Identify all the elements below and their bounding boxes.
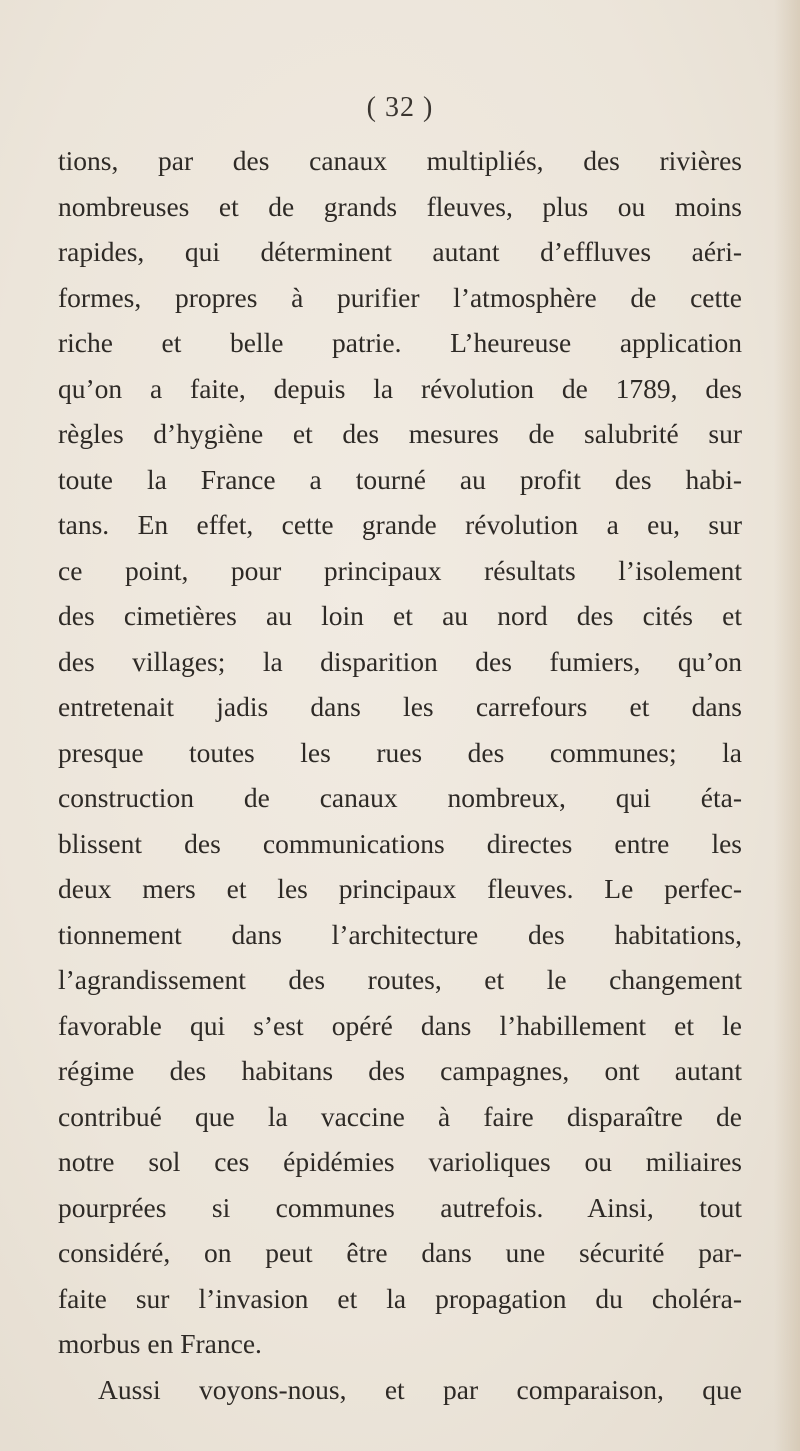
text-line: pourprées si communes autrefois. Ainsi, tout (58, 1191, 742, 1223)
text-line: ce point, pour principaux résultats l’isolement (58, 554, 742, 586)
text-line: morbus en France. (58, 1328, 262, 1359)
text-line: des villages; la disparition des fumiers, qu’on (58, 645, 742, 677)
text-line: favorable qui s’est opéré dans l’habillement et le (58, 1009, 742, 1041)
text-line: formes, propres à purifier l’atmosphère de cette (58, 281, 742, 313)
text-line: construction de canaux nombreux, qui éta- (58, 782, 742, 813)
text-line: tionnement dans l’architecture des habitations, (58, 918, 742, 950)
text-line: blissent des communications directes entre les (58, 827, 742, 859)
page-number: ( 32 ) (366, 92, 434, 123)
text-line: riche et belle patrie. L’heureuse application (58, 327, 742, 358)
page-edge-stain (774, 0, 800, 1451)
text-line: règles d’hygiène et des mesures de salubrité sur (58, 418, 742, 449)
text-line: Aussi voyons-nous, et par comparaison, que (98, 1373, 742, 1405)
text-line: faite sur l’invasion et la propagation du choléra- (58, 1282, 742, 1314)
text-line: qu’on a faite, depuis la révolution de 1789, des (58, 372, 742, 404)
text-line: nombreuses et de grands fleuves, plus ou moins (58, 190, 742, 222)
text-line: deux mers et les principaux fleuves. Le perfec- (58, 873, 742, 904)
text-line: considéré, on peut être dans une sécurité par- (58, 1237, 742, 1268)
text-line: régime des habitans des campagnes, ont autant (58, 1055, 742, 1086)
text-line: entretenait jadis dans les carrefours et dans (58, 691, 742, 722)
text-line: contribué que la vaccine à faire disparaître de (58, 1100, 742, 1132)
text-line: rapides, qui déterminent autant d’effluves aéri- (58, 236, 742, 267)
text-line: l’agrandissement des routes, et le changement (58, 964, 742, 995)
text-line: toute la France a tourné au profit des habi- (58, 463, 742, 495)
text-line: tans. En effet, cette grande révolution a eu, sur (58, 509, 742, 540)
text-line: notre sol ces épidémies varioliques ou miliaires (58, 1146, 742, 1177)
text-line: presque toutes les rues des communes; la (58, 736, 742, 768)
text-line: des cimetières au loin et au nord des cités et (58, 600, 742, 631)
text-line: tions, par des canaux multipliés, des rivières (58, 145, 742, 176)
body-text (58, 138, 742, 1412)
